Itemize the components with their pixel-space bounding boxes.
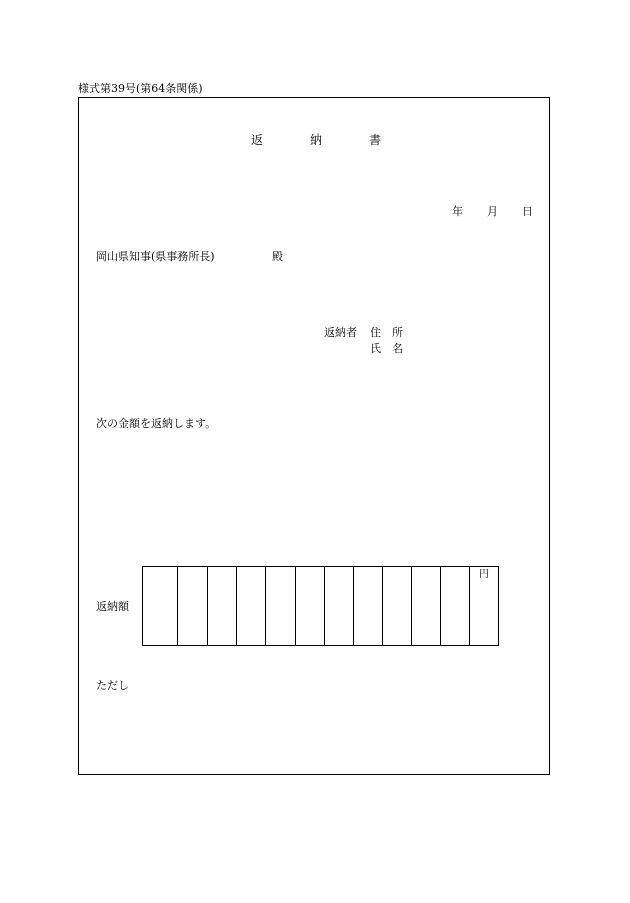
- addressee-honorific: 殿: [272, 250, 283, 263]
- digit-cell-divider: [440, 567, 441, 645]
- returner-address-label: 住 所: [370, 326, 403, 339]
- digit-cell-divider: [295, 567, 296, 645]
- digit-cell-divider: [265, 567, 266, 645]
- month-label: 月: [487, 205, 498, 218]
- form-frame: [78, 97, 550, 775]
- returner-label: 返納者: [324, 326, 357, 339]
- digit-cell-divider: [469, 567, 470, 645]
- digit-cell-divider: [324, 567, 325, 645]
- currency-unit-label: 円: [479, 569, 489, 580]
- title-char-1: 返: [251, 133, 264, 147]
- digit-cell-divider: [207, 567, 208, 645]
- year-label: 年: [452, 205, 463, 218]
- title-char-3: 書: [369, 133, 382, 147]
- digit-cell-divider: [353, 567, 354, 645]
- amount-digit-box: [142, 566, 499, 646]
- title-char-2: 納: [310, 133, 323, 147]
- digit-cell-divider: [411, 567, 412, 645]
- returner-name-label: 氏 名: [370, 342, 403, 355]
- body-text: 次の金額を返納します。: [96, 417, 217, 430]
- amount-label: 返納額: [96, 600, 129, 613]
- digit-cell-divider: [382, 567, 383, 645]
- digit-cell-divider: [177, 567, 178, 645]
- day-label: 日: [522, 205, 533, 218]
- note-label: ただし: [96, 679, 129, 692]
- addressee-name: 岡山県知事(県事務所長): [96, 250, 215, 263]
- digit-cell-divider: [236, 567, 237, 645]
- form-number: 様式第39号(第64条関係): [78, 82, 203, 95]
